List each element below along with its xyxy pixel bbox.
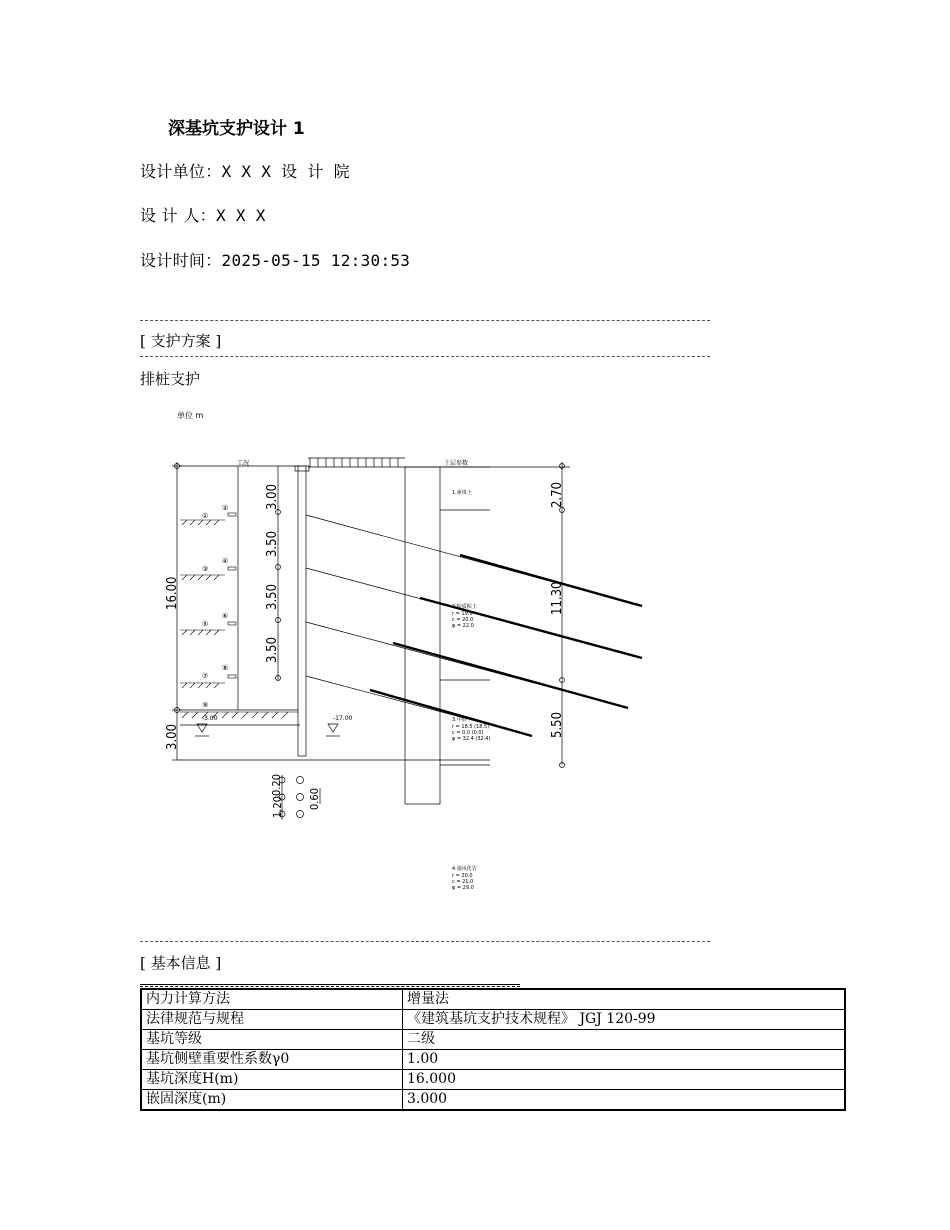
soil4-r: r = 20.0 [452,873,473,879]
label-gongkuang: 工况 [237,460,250,467]
support-section-drawing [150,400,670,900]
support-type: 排桩支护 [140,370,201,388]
divider [140,984,520,987]
dim-left-seg-3: 3.50 [265,583,280,610]
table-row [141,989,845,1010]
table-row [141,1030,845,1050]
dim-right-seg-2: 11.30 [550,581,565,615]
dim-section-3: 0.20 [270,773,283,796]
soil3-r: r = 18.5 (18.5) [452,724,490,730]
table-key: 基坑侧壁重要性系数γ0 [141,1050,403,1070]
basic-info-table [140,988,846,1111]
water-label-left: -3.00 [202,715,218,722]
table-row [141,1070,845,1090]
table-value: 二级 [403,1030,846,1050]
circled-8: ⑧ [222,664,229,672]
table-key: 法律规范与规程 [141,1010,403,1030]
soil4-name: 4.强风化岩 [452,866,477,872]
table-key: 内力计算方法 [141,989,403,1010]
table-key: 基坑等级 [141,1030,403,1050]
table-value: 16.000 [403,1070,846,1090]
circled-1: ① [202,512,209,520]
soil2-phi: φ = 22.0 [452,623,474,629]
design-time-label: 设计时间： [140,251,222,270]
divider [140,941,710,942]
circled-4: ④ [222,557,229,565]
table-value: 《建筑基坑支护技术规程》 JGJ 120-99 [403,1010,846,1030]
label-tuceng: 土层参数 [444,460,469,467]
table-row [141,1050,845,1070]
circled-9: ⑨ [202,701,209,709]
designer-value: X X X [215,206,266,225]
soil3-name: 3.中砂 [452,717,467,723]
circled-6: ⑥ [222,612,229,620]
dim-section-1: 1.20 [271,795,284,818]
soil3-c: c = 0.0 (0.0) [452,730,484,736]
dim-left-embed: 3.00 [165,723,180,750]
dim-left-seg-2: 3.50 [265,530,280,557]
dim-section-2: 0.60 [308,787,321,810]
section-title-support-scheme: [ 支护方案 ] [140,332,222,350]
divider [140,356,710,357]
dim-left-seg-1: 3.00 [265,483,280,510]
design-unit-value: X X X 设 计 院 [221,162,350,181]
table-value: 3.000 [403,1090,846,1111]
soil2-c: c = 20.0 [452,617,474,623]
designer-line [140,203,266,226]
section-title-basic-info: [ 基本信息 ] [140,954,222,972]
table-value: 1.00 [403,1050,846,1070]
soil2-name: 2.粉质粘土 [452,604,477,610]
table-row [141,1010,845,1030]
circled-7: ⑦ [202,672,209,680]
circled-3: ③ [202,565,209,573]
soil2-r: r = 19.6 [452,611,473,617]
divider [140,320,710,321]
water-label-mid: -17.00 [333,715,353,722]
document-title: 深基坑支护设计 1 [168,119,305,139]
dim-right-seg-1: 2.70 [550,481,565,508]
unit-text: 单位 m [177,411,204,420]
dim-left-total: 16.00 [165,576,180,610]
circled-5: ⑤ [202,620,209,628]
designer-label: 设 计 人： [140,206,216,225]
design-unit-line [140,159,350,182]
soil4-phi: φ = 29.0 [452,885,474,891]
table-key: 基坑深度H(m) [141,1070,403,1090]
circled-2: ② [222,504,229,512]
design-unit-label: 设计单位： [140,162,222,181]
design-time-line [140,248,410,271]
table-key: 嵌固深度(m) [141,1090,403,1111]
table-value: 增量法 [403,989,846,1010]
soil3-phi: φ = 32.4 (32.4) [452,736,491,742]
table-row [141,1090,845,1111]
dim-left-seg-4: 3.50 [265,636,280,663]
dim-right-seg-3: 5.50 [550,711,565,738]
soil1-name: 1.素填土 [452,490,472,496]
design-time-value: 2025-05-15 12:30:53 [221,251,411,270]
soil4-c: c = 21.0 [452,879,474,885]
